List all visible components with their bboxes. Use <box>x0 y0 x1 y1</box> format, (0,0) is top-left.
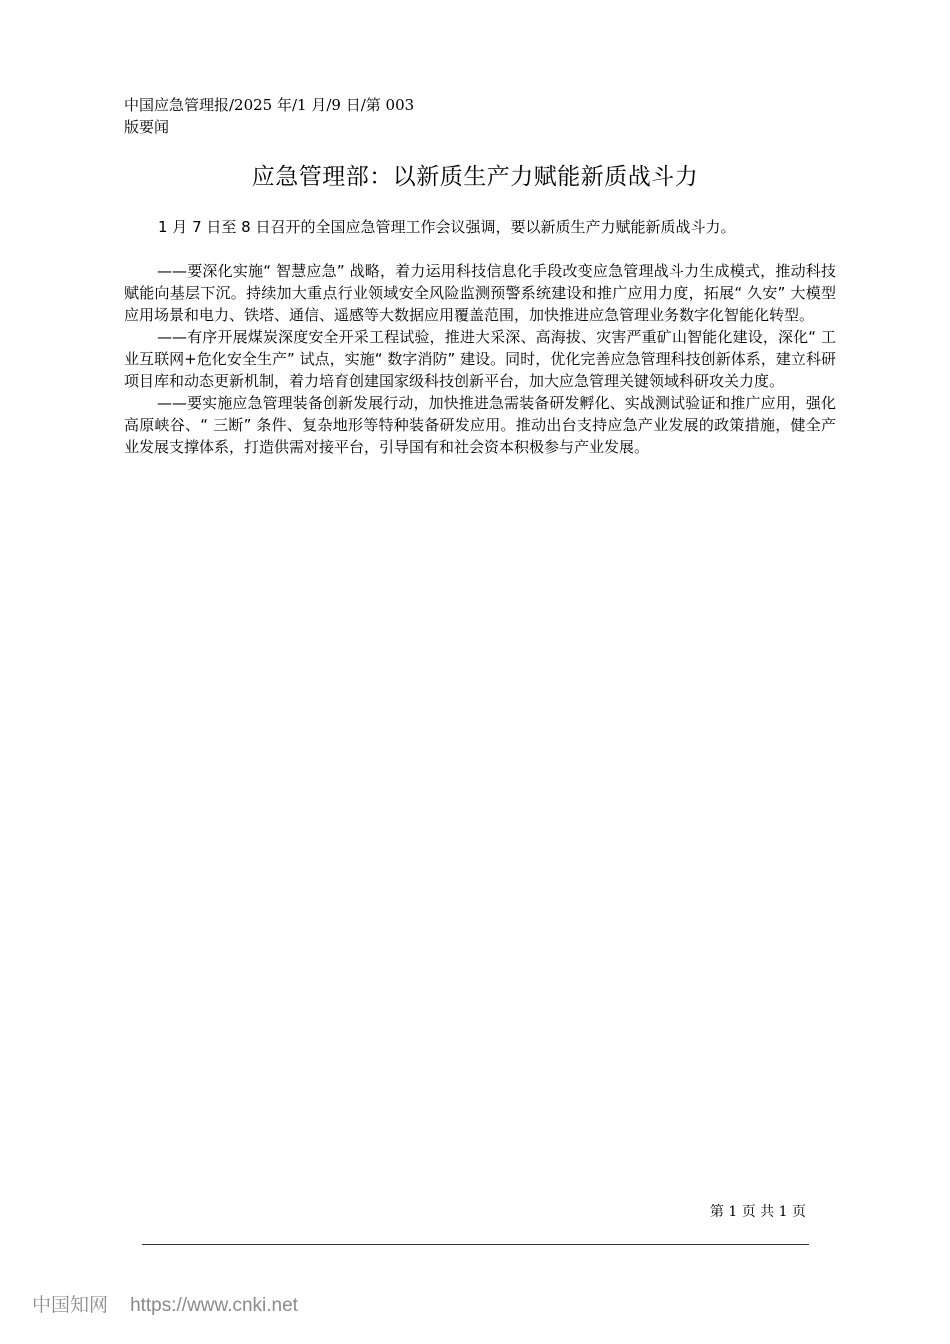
footer-divider <box>142 1244 809 1245</box>
watermark-brand: 中国知网 <box>32 1294 109 1316</box>
watermark <box>32 1292 298 1319</box>
page-number: 第 1 页 共 1 页 <box>709 1204 806 1220</box>
article-paragraph-1: ——要深化实施“ 智慧应急” 战略，着力运用科技信息化手段改变应急管理战斗力生成模式，推动科技赋能向基层下沉。持续加大重点行业领域安全风险监测预警系统建设和推广应用力度，拓展“ 久安” 大模型应用场景和电力、铁塔、通信、遥感等大数据应用覆盖范围，加快推进应急管理业务数字化智能化转型。 <box>124 262 836 324</box>
watermark-url: https://www.cnki.net <box>130 1295 298 1316</box>
article-paragraph-2: ——有序开展煤炭深度安全开采工程试验，推进大采深、高海拔、灾害严重矿山智能化建设，深化“ 工业互联网+危化安全生产” 试点，实施“ 数字消防” 建设。同时，优化完善应急管理科技创新体系，建立科研项目库和动态更新机制，着力培育创建国家级科技创新平台，加大应急管理关键领域科研攻关力度。 <box>124 328 836 390</box>
article-body <box>124 260 836 458</box>
article-paragraph-3: ——要实施应急管理装备创新发展行动，加快推进急需装备研发孵化、实战测试验证和推广应用，强化高原峡谷、“ 三断” 条件、复杂地形等特种装备研发应用。推动出台支持应急产业发展的政策措施，健全产业发展支撑体系，打造供需对接平台，引导国有和社会资本积极参与产业发展。 <box>124 394 836 456</box>
article-lead: 1 月 7 日至 8 日召开的全国应急管理工作会议强调，要以新质生产力赋能新质战斗力。 <box>158 218 736 236</box>
source-citation-line-1: 中国应急管理报/2025 年/1 月/9 日/第 003 <box>124 96 415 114</box>
source-citation <box>124 94 824 138</box>
article-title: 应急管理部：以新质生产力赋能新质战斗力 <box>251 164 699 190</box>
source-citation-line-2: 版要闻 <box>124 118 170 136</box>
